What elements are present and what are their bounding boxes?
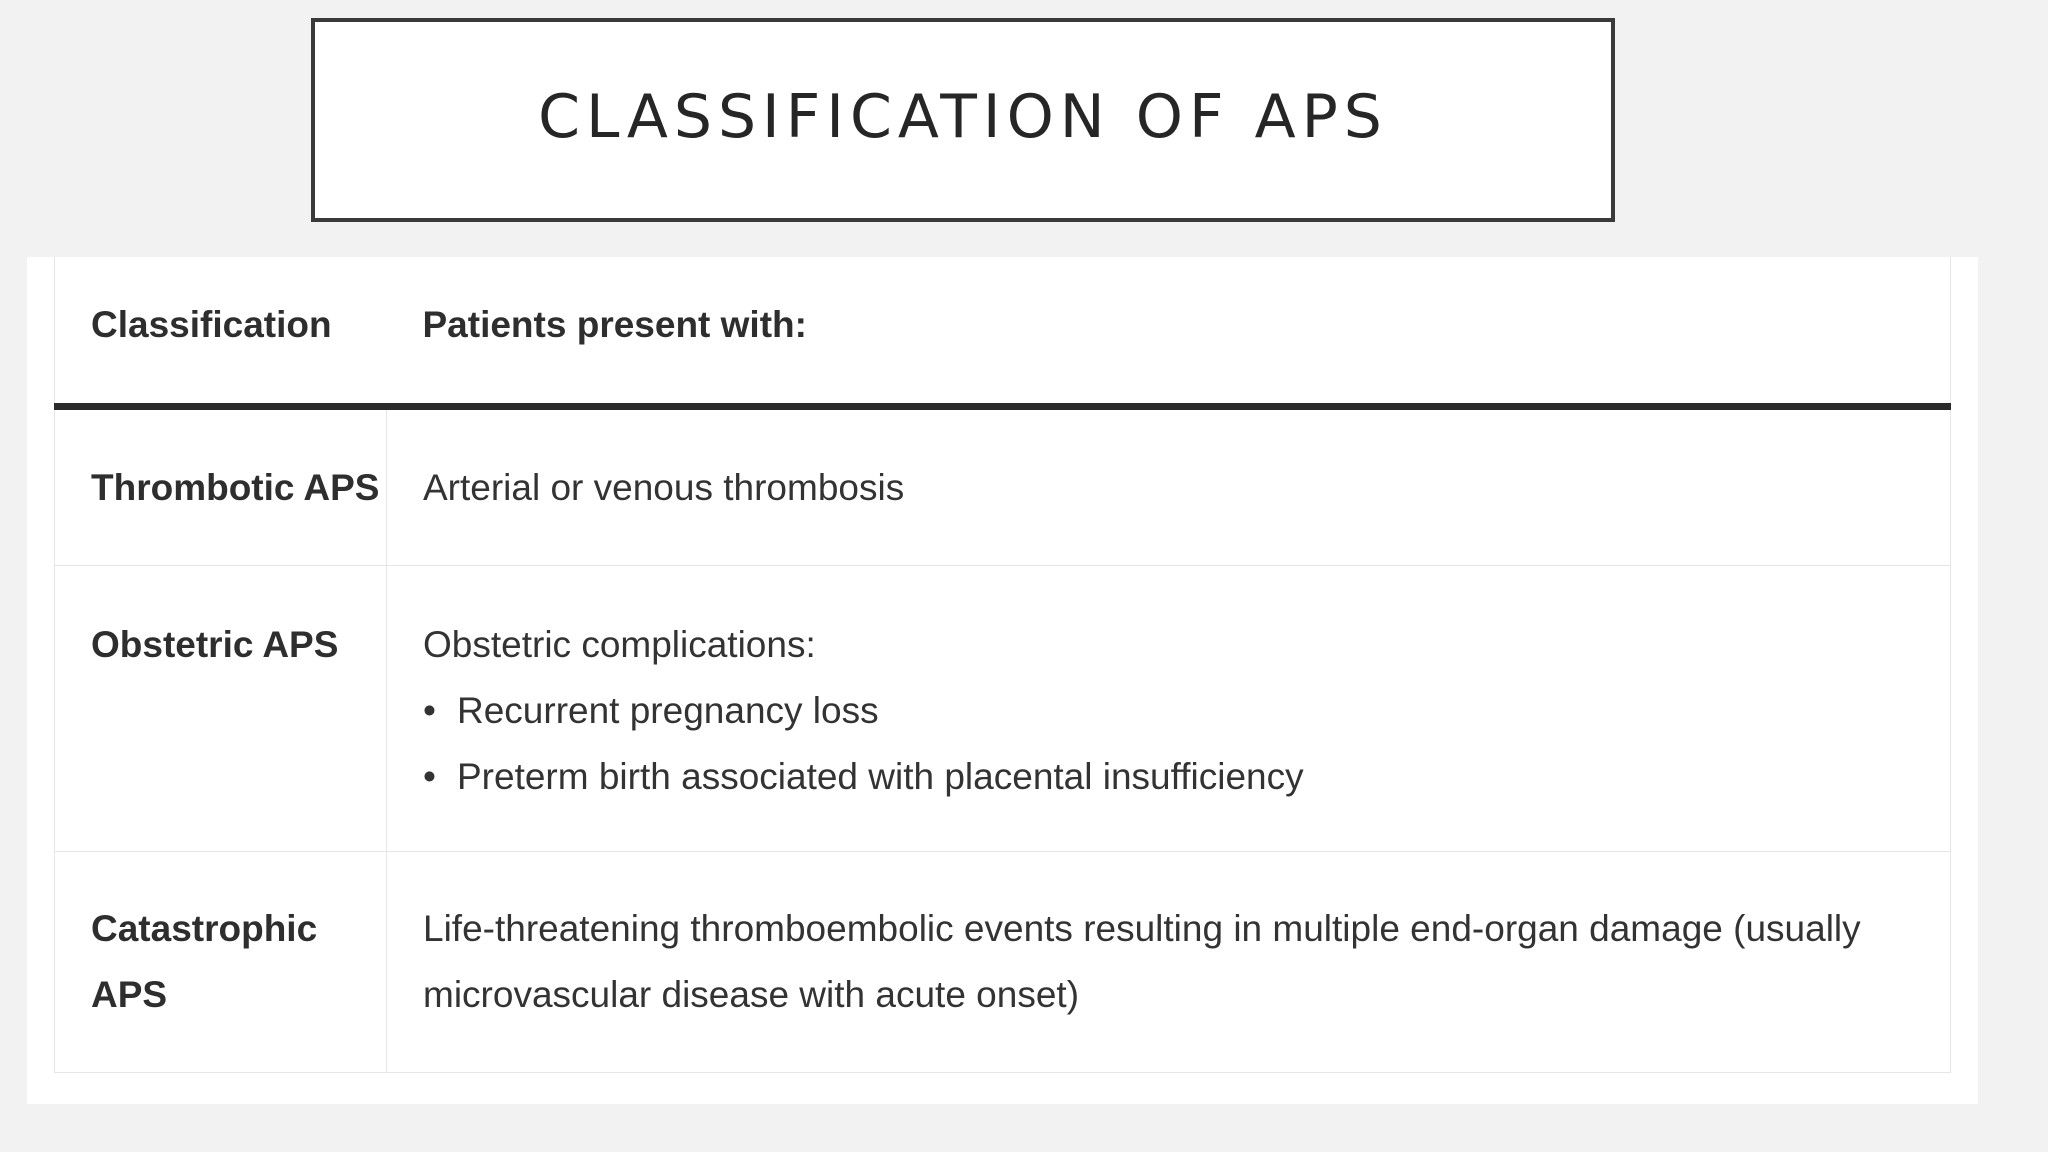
slide-title-box: [311, 18, 1615, 222]
table-row: [55, 407, 1951, 566]
slide-title: CLASSIFICATION OF APS: [538, 82, 1388, 152]
table-row: [55, 566, 1951, 852]
row-classification-thrombotic: Thrombotic APS: [55, 407, 387, 566]
row-description-obstetric: [387, 566, 1951, 852]
row-description-catastrophic: Life-threatening thromboembolic events resulting in multiple end-organ damage (usually microvascular disease with acute onset): [387, 852, 1951, 1073]
header-classification: Classification: [55, 257, 387, 407]
table-header-row: [55, 257, 1951, 407]
row-classification-obstetric: Obstetric APS: [55, 566, 387, 852]
list-item: • Preterm birth associated with placental insufficiency: [423, 744, 1950, 810]
obstetric-complication-list: [423, 678, 1950, 810]
header-patients-present-with: Patients present with:: [387, 257, 1951, 407]
row-description-thrombotic: Arterial or venous thrombosis: [387, 407, 1951, 566]
table-row: [55, 852, 1951, 1073]
classification-table: [54, 257, 1951, 1073]
obstetric-intro-text: Obstetric complications:: [423, 624, 816, 665]
list-item: • Recurrent pregnancy loss: [423, 678, 1950, 744]
row-classification-catastrophic: Catastrophic APS: [55, 852, 387, 1073]
table-panel: [27, 257, 1978, 1104]
